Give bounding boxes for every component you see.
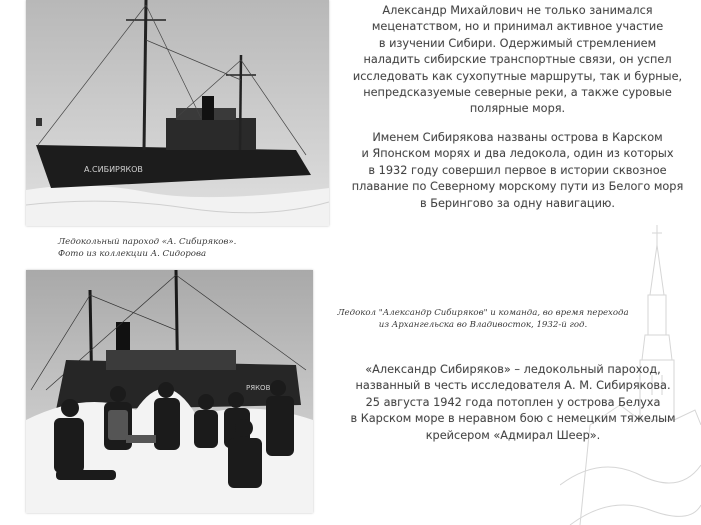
text-line: меценатством, но и принимал активное участие	[371, 20, 664, 34]
text-line: в Карском море в неравном бою с немецким тяжелым	[350, 412, 676, 426]
text-line: полярные моря.	[469, 102, 566, 116]
text-line: в 1932 году совершил первое в истории сквозное	[368, 163, 667, 177]
text-line: и Японском морях и два ледокола, один из которых	[361, 147, 674, 161]
paragraph-biography	[340, 3, 695, 118]
text-line: в Берингово за одну навигацию.	[419, 196, 616, 210]
caption-line: из Архангельска во Владивосток, 1932-й год.	[378, 320, 588, 330]
text-line: 25 августа 1942 года потоплен у острова Белуха	[365, 395, 661, 409]
caption-line: Фото из коллекции А. Сидорова	[58, 249, 207, 259]
text-line: плавание по Северному морскому пути из Белого моря	[351, 180, 684, 194]
icebreaker-photo	[26, 0, 329, 226]
text-line: крейсером «Адмирал Шеер».	[425, 428, 601, 442]
svg-text:РЯКОВ: РЯКОВ	[246, 384, 271, 392]
text-line: в изучении Сибири. Одержимый стремлением	[378, 36, 657, 50]
text-line: названный в честь исследователя А. М. Сибирякова.	[355, 379, 671, 393]
text-line: Александр Михайлович не только занимался	[382, 4, 653, 17]
text-line: Именем Сибирякова названы острова в Карском	[372, 131, 663, 144]
caption-line: Ледокольный пароход «А. Сибиряков».	[58, 237, 237, 247]
paragraph-icebreaker	[328, 362, 698, 444]
crew-photo	[26, 270, 313, 513]
caption-line: Ледокол "Александр Сибиряков" и команда, во время перехода	[337, 308, 629, 318]
photo-caption-top	[58, 236, 308, 260]
text-line: «Александр Сибиряков» – ледокольный пароход,	[365, 363, 661, 376]
photo-caption-right	[318, 307, 648, 331]
text-line: непредсказуемые северные реки, а также суровые	[363, 86, 672, 100]
paragraph-namesakes	[340, 130, 695, 212]
text-line: наладить сибирские транспортные связи, он успел	[363, 53, 672, 67]
text-line: исследовать как сухопутные маршруты, так и бурные,	[352, 69, 683, 83]
ship-nameplate: А.СИБИРЯКОВ	[84, 165, 143, 174]
